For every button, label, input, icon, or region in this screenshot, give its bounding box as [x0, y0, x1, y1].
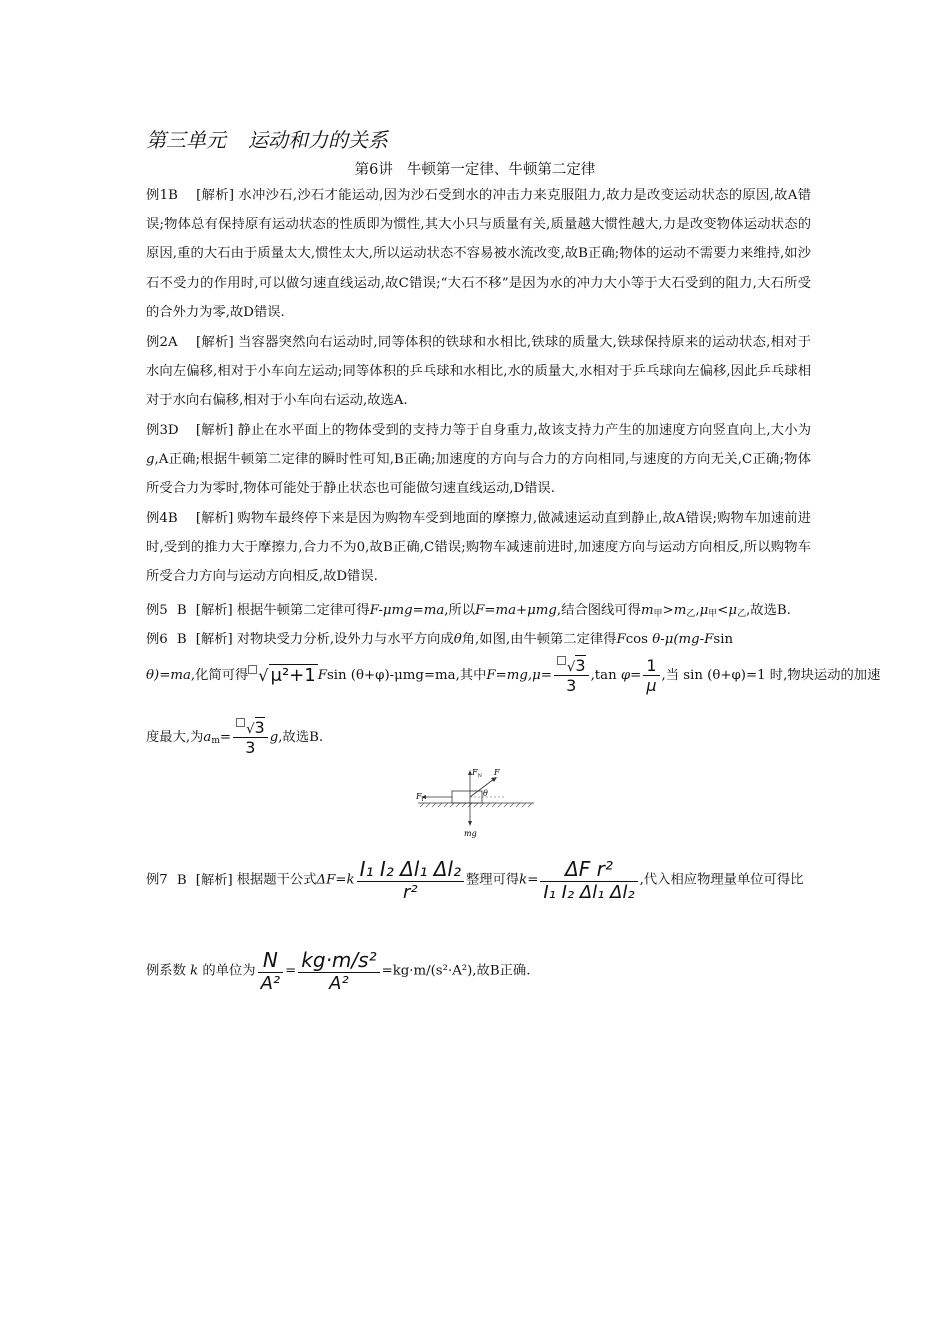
- block: [452, 791, 482, 803]
- fraction-kg-over-a2: $\frac{\text{kg·m/s²}}{\text{A²}}$: [298, 948, 379, 994]
- unit-name: 运动和力的关系: [248, 128, 388, 152]
- theta-label: θ: [483, 789, 488, 798]
- mg-label: mg: [464, 829, 477, 838]
- fraction-k-solved: $\frac{\text{ΔF r²}}{\text{I₁ I₂ Δl₁ Δl₂}}$: [540, 857, 637, 903]
- fraction-k-formula: $\frac{\text{I₁ I₂ Δl₁ Δl₂}}{\text{r²}}$: [357, 857, 464, 903]
- example-5: 例5 B [解析] 根据牛顿第二定律可得F-μmg=ma,所以F=ma+μmg,结合图线可得$m_甲>m_乙,\mu_甲<\mu_乙$,故选B.: [146, 603, 791, 619]
- example-7-line-2: 例系数 k 的单位为 $\frac{N}{\text{A²}}$ = $\frac{\text{kg·m/s²}}{\text{A²}}$ =kg·m/(s²·A²),故B正确.: [146, 948, 531, 994]
- ground-hatch: [420, 803, 532, 807]
- applied-force-arrowhead: [491, 777, 497, 782]
- lecture-name: 牛顿第一定律、牛顿第二定律: [406, 162, 596, 178]
- lecture-number: 第6讲: [354, 162, 393, 178]
- lecture-title: [0, 158, 950, 179]
- example-7-line-1: 例7 B [解析] 根据题干公式ΔF=k $\frac{\text{I₁ I₂ Δl₁ Δl₂}}{\text{r²}}$ 整理可得k= $\frac{\text{ΔF r²}}{\text{I₁ I₂ Δl₁ Δl₂}}$ ,代入相应物理量单位可得比: [146, 857, 804, 903]
- example-4: 例4B [解析] 购物车最终停下来是因为购物车受到地面的摩擦力,做减速运动直到静止,故A错误;购物车加速前进时,受到的推力大于摩擦力,合力不为0,故B正确,C错误;购物车减速前进时,加速度方向与运动方向相反,所以购物车所受合力方向与运动方向相反,故D错误.: [146, 511, 811, 585]
- gravity-arrowhead: [468, 821, 472, 826]
- example-6-line-1: 例6 B [解析] 对物块受力分析,设外力与水平方向成θ角,如图,由牛顿第二定律得Fcos θ-μ(mg-Fsin: [146, 632, 734, 647]
- unit-number: 第三单元: [146, 128, 226, 152]
- fraction-n-over-a2: $\frac{N}{\text{A²}}$: [258, 948, 284, 994]
- fraction-sqrt3-over-3-b: $\frac{√3}{3}$: [233, 718, 268, 757]
- example-1: 例1B [解析] 水冲沙石,沙石才能运动,因为沙石受到水的冲击力来克服阻力,故力是改变运动状态的原因,故A错误;物体总有保持原有运动状态的性质即为惯性,其大小只与质量有关,质量越大惯性越大,力是改变物体运动状态的原因,重的大石由于质量太大,惯性太大,所以运动状态不容易被水流改变,故B正确;物体的运动不需要力来维持,如沙石不受力的作用时,可以做匀速直线运动,故C错误;“大石不移”是因为水的冲力大小等于大石受到的阻力,大石所受的合外力为零,故D错误.: [146, 188, 811, 320]
- unit-title: [146, 124, 388, 153]
- example-3: 例3D [解析] 静止在水平面上的物体受到的支持力等于自身重力,故该支持力产生的加速度方向竖直向上,大小为g,A正确;根据牛顿第二定律的瞬时性可知,B正确;加速度的方向与合力的方向相同,与速度的方向无关,C正确;物体所受合力为零时,物体可能处于静止状态也可能做匀速直线运动,D错误.: [146, 423, 811, 497]
- example-2: 例2A [解析] 当容器突然向右运动时,同等体积的铁球和水相比,铁球的质量大,铁球保持原来的运动状态,相对于水向左偏移,相对于小车向左运动;同等体积的乒乓球和水相比,水的质量大,水相对于乒乓球向左偏移,因此乒乓球相对于水向右偏移,相对于小车向右运动,故选A.: [146, 335, 811, 409]
- force-diagram: [410, 765, 540, 840]
- f-label: F: [494, 768, 500, 777]
- example-6-line-2: θ)=ma,化简可得 √ μ²+1 Fsin (θ+φ)-μmg=ma,其中F=mg,μ= $\frac{√3}{3}$ ,tan φ= $\frac{1}{\mu}$ ,当 sin (θ+φ)=1 时,物块运动的加速: [146, 656, 881, 695]
- ff-label: $F_f$: [416, 792, 424, 803]
- fn-label: $F_N$: [472, 768, 482, 779]
- fraction-sqrt3-over-3: $\frac{√3}{3}$: [554, 656, 589, 695]
- sqrt-mu-squared-plus-one: √ μ²+1: [248, 665, 317, 686]
- example-6-line-3: 度最大,为$a_m=$ $\frac{√3}{3}$ g,故选B.: [146, 718, 324, 757]
- fraction-one-over-mu: $\frac{1}{\mu}$: [643, 656, 659, 695]
